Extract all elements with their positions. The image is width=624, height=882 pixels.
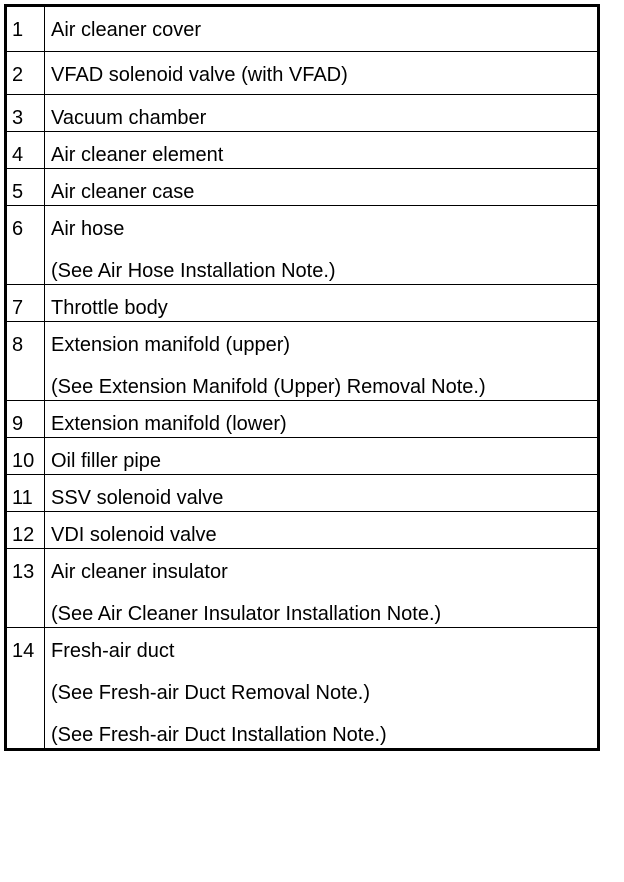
part-description xyxy=(45,95,599,132)
table-row xyxy=(6,285,599,322)
part-description xyxy=(45,438,599,475)
part-name: Extension manifold (upper) xyxy=(51,334,291,356)
part-number: 8 xyxy=(6,322,45,401)
parts-table-body xyxy=(6,6,599,750)
part-name: Air cleaner insulator xyxy=(51,561,228,583)
table-row xyxy=(6,206,599,285)
part-number: 2 xyxy=(6,52,45,95)
part-number: 11 xyxy=(6,475,45,512)
part-description xyxy=(45,475,599,512)
part-description xyxy=(45,6,599,52)
table-row xyxy=(6,512,599,549)
part-name: Vacuum chamber xyxy=(51,107,207,129)
table-row xyxy=(6,628,599,750)
part-number: 1 xyxy=(6,6,45,52)
part-number: 3 xyxy=(6,95,45,132)
table-row xyxy=(6,549,599,628)
part-number: 4 xyxy=(6,132,45,169)
part-description xyxy=(45,169,599,206)
parts-table xyxy=(4,4,600,751)
part-description xyxy=(45,206,599,285)
part-name: Air cleaner cover xyxy=(51,19,202,41)
part-description xyxy=(45,285,599,322)
part-description xyxy=(45,322,599,401)
table-row xyxy=(6,401,599,438)
part-number: 12 xyxy=(6,512,45,549)
part-note: (See Fresh-air Duct Installation Note.) xyxy=(51,724,387,746)
part-description xyxy=(45,549,599,628)
part-name: Fresh-air duct xyxy=(51,640,175,662)
part-name: Air hose xyxy=(51,218,125,240)
table-row xyxy=(6,95,599,132)
part-number: 6 xyxy=(6,206,45,285)
part-name: VDI solenoid valve xyxy=(51,524,217,546)
part-description xyxy=(45,512,599,549)
part-number: 5 xyxy=(6,169,45,206)
table-row xyxy=(6,475,599,512)
part-note: (See Fresh-air Duct Removal Note.) xyxy=(51,682,370,704)
part-note: (See Extension Manifold (Upper) Removal Note.) xyxy=(51,376,486,398)
part-number: 9 xyxy=(6,401,45,438)
part-note: (See Air Hose Installation Note.) xyxy=(51,260,336,282)
part-number: 13 xyxy=(6,549,45,628)
part-note: (See Air Cleaner Insulator Installation Note.) xyxy=(51,603,442,625)
part-description xyxy=(45,52,599,95)
part-name: Oil filler pipe xyxy=(51,450,162,472)
part-name: Air cleaner case xyxy=(51,181,195,203)
table-row xyxy=(6,6,599,52)
part-name: Throttle body xyxy=(51,297,168,319)
part-name: Extension manifold (lower) xyxy=(51,413,287,435)
table-row xyxy=(6,169,599,206)
part-name: SSV solenoid valve xyxy=(51,487,224,509)
part-number: 10 xyxy=(6,438,45,475)
table-row xyxy=(6,132,599,169)
part-number: 7 xyxy=(6,285,45,322)
part-name: VFAD solenoid valve (with VFAD) xyxy=(51,64,348,86)
part-description xyxy=(45,401,599,438)
table-row xyxy=(6,322,599,401)
table-row xyxy=(6,52,599,95)
table-row xyxy=(6,438,599,475)
part-description xyxy=(45,628,599,750)
part-number: 14 xyxy=(6,628,45,750)
part-description xyxy=(45,132,599,169)
part-name: Air cleaner element xyxy=(51,144,224,166)
